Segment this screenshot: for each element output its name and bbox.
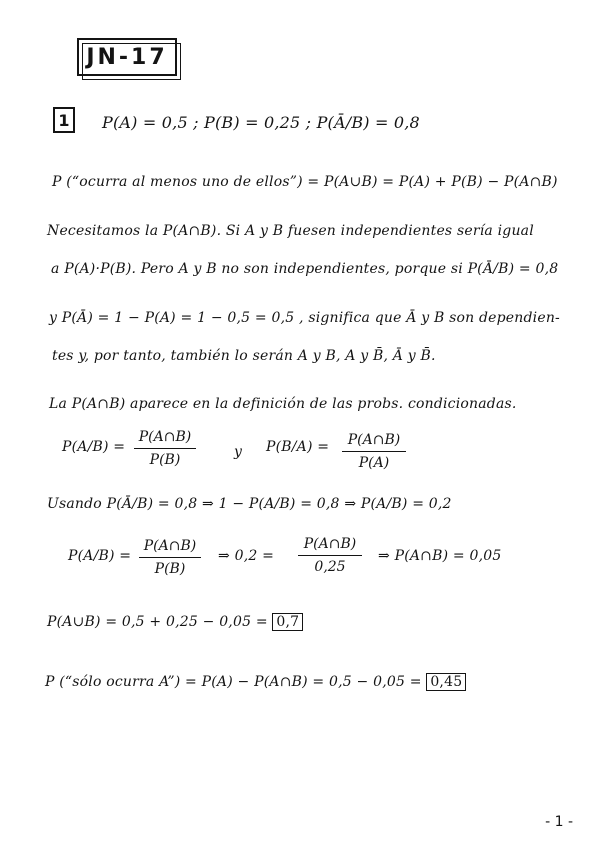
exercise-number: 1 [58, 110, 70, 130]
union-result-line [47, 611, 303, 633]
formula-1-lhs: P(A/B) = [62, 439, 126, 455]
exam-code-box [77, 38, 177, 76]
text-line-2: Necesitamos la P(A∩B). Si A y B fuesen independientes sería igual [47, 223, 534, 239]
formula-3-fraction-bar [139, 557, 201, 558]
formula-3-denominator: P(B) [154, 561, 186, 577]
formula-2-numerator: P(A∩B) [347, 432, 401, 448]
exam-code: JN-17 [86, 44, 168, 70]
formula-3b-fraction [298, 535, 362, 576]
only-a-result-line [45, 671, 466, 693]
formula-3b-fraction-bar [298, 555, 362, 556]
formula-1-fraction [134, 428, 196, 469]
formula-2-lhs: P(B/A) = [266, 439, 330, 455]
text-line-3: a P(A)·P(B). Pero A y B no son independientes, porque si P(Ā/B) = 0,8 [51, 261, 559, 277]
formula-2-fraction [342, 431, 406, 472]
formula-1-denominator: P(B) [149, 452, 181, 468]
formula-3-numerator: P(A∩B) [143, 538, 197, 554]
text-line-8: Usando P(Ā/B) = 0,8 ⇒ 1 − P(A/B) = 0,8 ⇒ P(A/B) = 0,2 [47, 496, 452, 512]
text-line-1: P (“ocurra al menos uno de ellos”) = P(A∪B) = P(A) + P(B) − P(A∩B) [52, 174, 558, 190]
only-a-value-box: 0,45 [426, 673, 466, 691]
formula-3b-denominator: 0,25 [314, 559, 346, 575]
formula-2-fraction-bar [342, 451, 406, 452]
page-number: - 1 - [545, 814, 573, 830]
exercise-number-box [53, 107, 75, 133]
text-line-4: y P(Ā) = 1 − P(A) = 1 − 0,5 = 0,5 , significa que Ā y B son dependien- [49, 310, 560, 326]
formula-1-numerator: P(A∩B) [138, 429, 192, 445]
formula-1-fraction-bar [134, 448, 196, 449]
formula-3b-numerator: P(A∩B) [303, 536, 357, 552]
text-line-6: La P(A∩B) aparece en la definición de las probs. condicionadas. [49, 396, 517, 412]
formula-3-fraction [139, 537, 201, 578]
only-a-expression: P (“sólo ocurra A”) = P(A) − P(A∩B) = 0,5 − 0,05 = [45, 674, 422, 690]
formula-3-lhs: P(A/B) = [68, 548, 132, 564]
union-expression: P(A∪B) = 0,5 + 0,25 − 0,05 = [47, 614, 268, 630]
formula-3c-result: ⇒ P(A∩B) = 0,05 [378, 548, 502, 564]
given-probabilities: P(A) = 0,5 ; P(B) = 0,25 ; P(Ā/B) = 0,8 [102, 113, 420, 132]
union-value-box: 0,7 [272, 613, 303, 631]
formula-3b-prefix: ⇒ 0,2 = [218, 548, 275, 564]
formula-2-denominator: P(A) [358, 455, 390, 471]
text-line-5: tes y, por tanto, también lo serán A y B, A y B̄, Ā y B̄. [52, 348, 436, 364]
formula-conjunction: y [234, 444, 243, 460]
